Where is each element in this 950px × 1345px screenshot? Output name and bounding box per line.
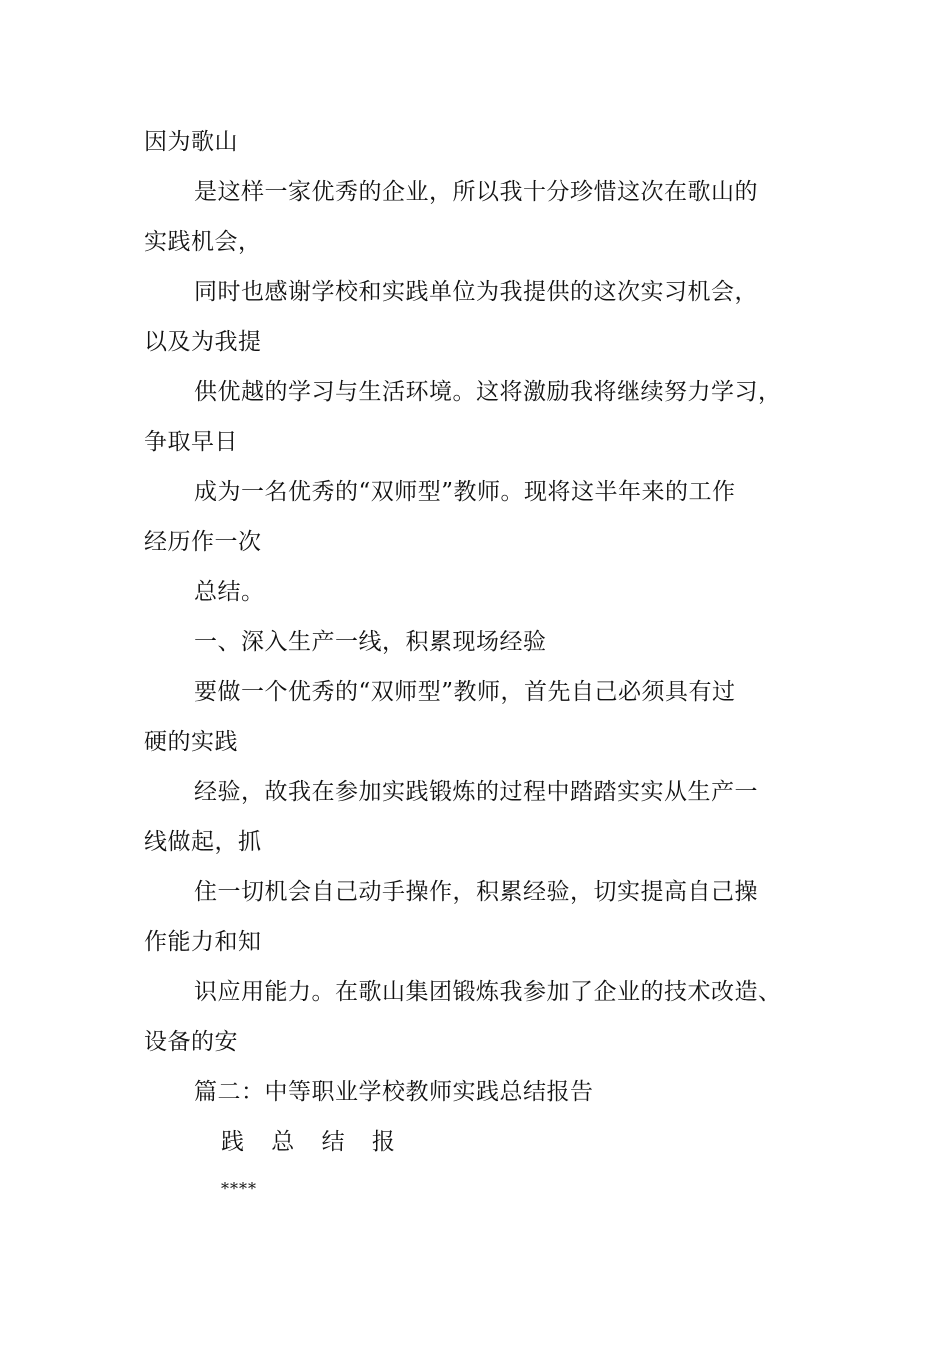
text-line: 硬的实践 xyxy=(144,729,238,755)
redacted-name: **** xyxy=(221,1179,257,1198)
text-line: 要做一个优秀的“双师型”教师，首先自己必须具有过 xyxy=(194,679,736,705)
text-line: 设备的安 xyxy=(144,1029,238,1055)
text-line: 线做起，抓 xyxy=(144,829,262,855)
text-line: 识应用能力。在歌山集团锻炼我参加了企业的技术改造、 xyxy=(194,979,782,1005)
text-line: 实践机会， xyxy=(144,229,262,255)
text-line: 总结。 xyxy=(194,579,265,605)
text-line: 同时也感谢学校和实践单位为我提供的这次实习机会， xyxy=(194,279,758,305)
text-line: 成为一名优秀的“双师型”教师。现将这半年来的工作 xyxy=(194,479,736,505)
section-heading: 一、深入生产一线，积累现场经验 xyxy=(194,629,547,655)
text-line: 供优越的学习与生活环境。这将激励我将继续努力学习， xyxy=(194,379,782,405)
text-line: 因为歌山 xyxy=(144,129,238,155)
text-line: 作能力和知 xyxy=(144,929,262,955)
text-line: 以及为我提 xyxy=(144,329,262,355)
chapter-heading: 篇二：中等职业学校教师实践总结报告 xyxy=(194,1079,594,1105)
text-line: 经历作一次 xyxy=(144,529,262,555)
spaced-title: 践 总 结 报 xyxy=(221,1129,405,1155)
text-line: 是这样一家优秀的企业，所以我十分珍惜这次在歌山的 xyxy=(194,179,758,205)
text-line: 争取早日 xyxy=(144,429,238,455)
text-line: 住一切机会自己动手操作，积累经验，切实提高自己操 xyxy=(194,879,758,905)
text-line: 经验，故我在参加实践锻炼的过程中踏踏实实从生产一 xyxy=(194,779,758,805)
